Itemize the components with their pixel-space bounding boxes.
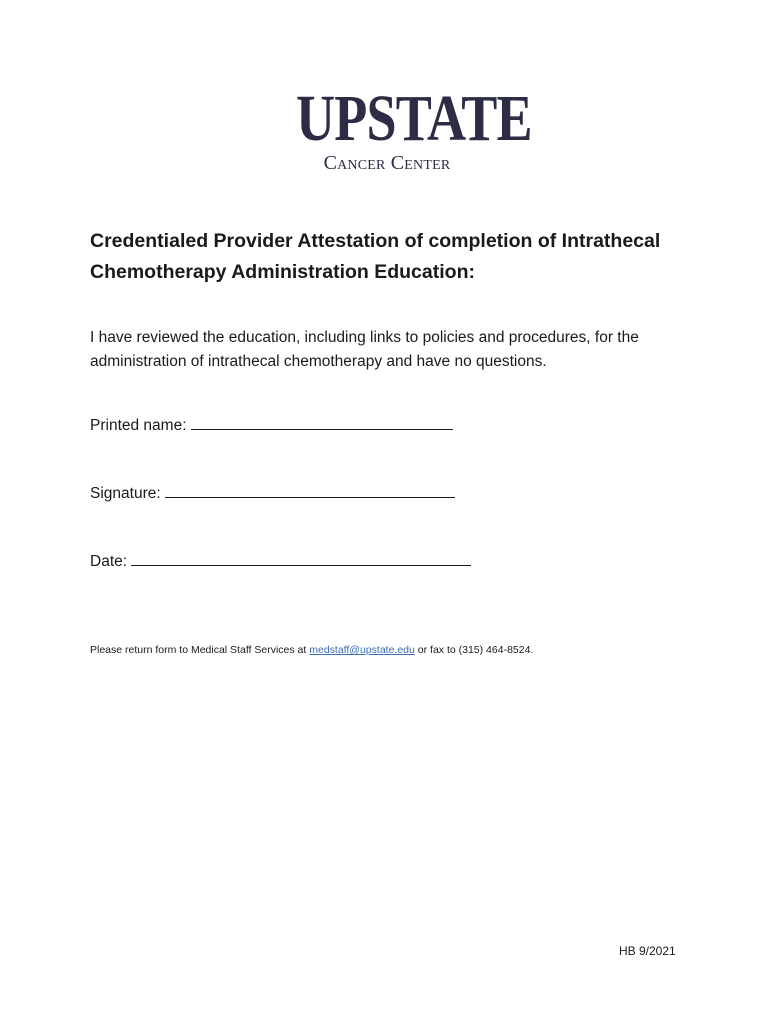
logo-wordmark: UPSTATE <box>295 82 532 155</box>
signature-field <box>90 483 455 504</box>
attestation-statement: I have reviewed the education, including links to policies and procedures, for the administration of intrathecal chemotherapy and have no questions. <box>90 329 639 370</box>
revision-code: HB 9/2021 <box>619 944 676 958</box>
printed-name-line[interactable] <box>191 415 453 430</box>
date-line[interactable] <box>131 551 471 566</box>
return-note-prefix: Please return form to Medical Staff Services at <box>90 644 310 656</box>
logo-subtitle: Cancer Center <box>323 152 451 174</box>
return-note-suffix: or fax to (315) 464-8524. <box>414 644 534 656</box>
form-title: Credentialed Provider Attestation of completion of Intrathecal Chemotherapy Administration Education: <box>90 230 661 283</box>
date-label: Date: <box>90 553 128 570</box>
date-field <box>90 551 471 572</box>
signature-label: Signature: <box>90 485 161 502</box>
printed-name-label: Printed name: <box>90 417 187 434</box>
upstate-cancer-center-logo <box>276 82 532 174</box>
email-link[interactable]: medstaff@upstate.edu <box>309 644 415 656</box>
return-instructions <box>90 643 533 657</box>
printed-name-field <box>90 415 453 436</box>
signature-line[interactable] <box>165 483 455 498</box>
